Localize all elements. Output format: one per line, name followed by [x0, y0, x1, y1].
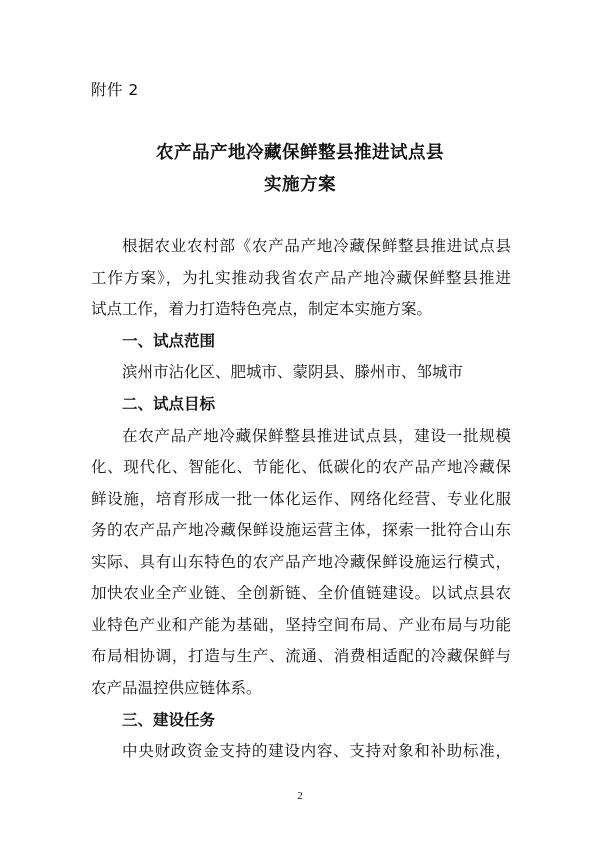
intro-line-2: 工作方案》，为扎实推动我省农产品产地冷藏保鲜整县推进	[91, 269, 511, 287]
page-number: 2	[297, 790, 303, 802]
document-title-line-2: 实施方案	[264, 175, 336, 195]
section-2-line-9: 农产品温控供应链体系。	[91, 679, 262, 697]
section-2-line-5: 实际、具有山东特色的农产品产地冷藏保鲜设施运行模式，	[91, 553, 511, 571]
section-2-line-8: 布局相协调，打造与生产、流通、消费相适配的冷藏保鲜与	[91, 647, 511, 665]
attachment-label: 附件 2	[91, 81, 139, 99]
section-2-line-3: 鲜设施，培育形成一批一体化运作、网络化经营、专业化服	[91, 490, 511, 508]
section-2-line-7: 业特色产业和产能为基础，坚持空间布局、产业布局与功能	[91, 616, 511, 634]
section-1-line-1: 滨州市沾化区、肥城市、蒙阴县、滕州市、邹城市	[122, 363, 464, 381]
section-3-line-1: 中央财政资金支持的建设内容、支持对象和补助标准，	[122, 742, 511, 760]
section-3-heading: 三、建设任务	[122, 711, 216, 729]
section-2-line-2: 化、现代化、智能化、节能化、低碳化的农产品产地冷藏保	[91, 458, 511, 476]
intro-line-3: 试点工作，着力打造特色亮点，制定本实施方案。	[91, 300, 433, 318]
section-2-line-6: 加快农业全产业链、全创新链、全价值链建设。以试点县农	[91, 584, 511, 602]
section-1-heading: 一、试点范围	[122, 332, 216, 350]
document-title-line-1: 农产品产地冷藏保鲜整县推进试点县	[156, 143, 444, 163]
section-2-line-4: 务的农产品产地冷藏保鲜设施运营主体，探索一批符合山东	[91, 521, 511, 539]
section-2-heading: 二、试点目标	[122, 395, 216, 413]
intro-line-1: 根据农业农村部《农产品产地冷藏保鲜整县推进试点县	[122, 237, 511, 255]
section-2-line-1: 在农产品产地冷藏保鲜整县推进试点县，建设一批规模	[122, 427, 511, 445]
